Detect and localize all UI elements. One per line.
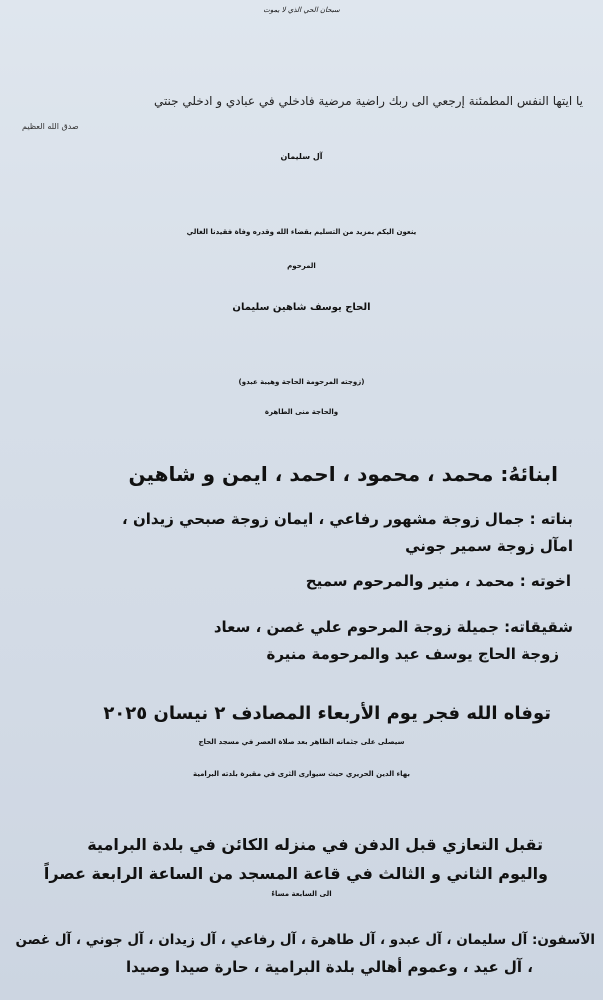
family-name: آل سليمان [280,152,323,161]
sisters-line-1: شقيقاته: جميلة زوجة المرحوم علي غصن ، سعاد [213,618,573,636]
sons-list: ابنائهُ: محمد ، محمود ، احمد ، ايمن و شاهين [128,462,558,486]
verse-source: صدق الله العظيم [22,122,79,131]
sisters-line-2: زوجة الحاج يوسف عيد والمرحومة منيرة [266,645,559,663]
intro-text: ينعون اليكم بمزيد من التسليم بقضاء الله وقدره وفاة فقيدنا الغالي [186,228,417,236]
wife-line-2: والحاجة منى الطاهرة [264,408,339,416]
daughters-line-2: امآل زوجة سمير جوني [405,537,573,555]
condolences-line-1: تقبل التعازي قبل الدفن في منزله الكائن في بلدة البرامية [87,835,543,854]
condolences-line-3: الى السابعة مساءً [271,890,332,898]
marhoum-label: المرحوم [287,262,316,270]
daughters-line-1: بناته : جمال زوجة مشهور رفاعي ، ايمان زوجة صبحي زيدان ، [122,510,573,528]
prayer-line-2: بهاء الدين الحريري حيث سيوارى الثرى في مقبرة بلدته البرامية [192,770,411,778]
brothers-list: اخوته : محمد ، منير والمرحوم سميح [305,572,571,590]
condolences-line-2: واليوم الثاني و الثالث في قاعة المسجد من الساعة الرابعة عصراً [43,864,548,883]
wife-line-1: (زوجته المرحومة الحاجة وهيبة عبدو) [238,378,365,386]
deceased-name: الحاج يوسف شاهين سليمان [232,302,371,313]
prayer-line-1: سيصلى على جثمانه الطاهر بعد صلاة العصر في مسجد الحاج [198,738,405,746]
mourners-line-1: الآسفون: آل سليمان ، آل عبدو ، آل طاهرة ، آل رفاعي ، آل زيدان ، آل جوني ، آل غصن [15,932,595,948]
death-date: توفاه الله فجر يوم الأربعاء المصادف ٢ نيسان ٢٠٢٥ [103,703,551,724]
mourners-line-2: ، آل عيد ، وعموم أهالي بلدة البرامية ، حارة صيدا وصيدا [126,958,533,976]
header-calligraphy: سبحان الحي الذي لا يموت [263,6,340,14]
quran-verse: يا ايتها النفس المطمئنة إرجعي الى ربك راضية مرضية فادخلي في عبادي و ادخلي جنتي [153,94,583,108]
